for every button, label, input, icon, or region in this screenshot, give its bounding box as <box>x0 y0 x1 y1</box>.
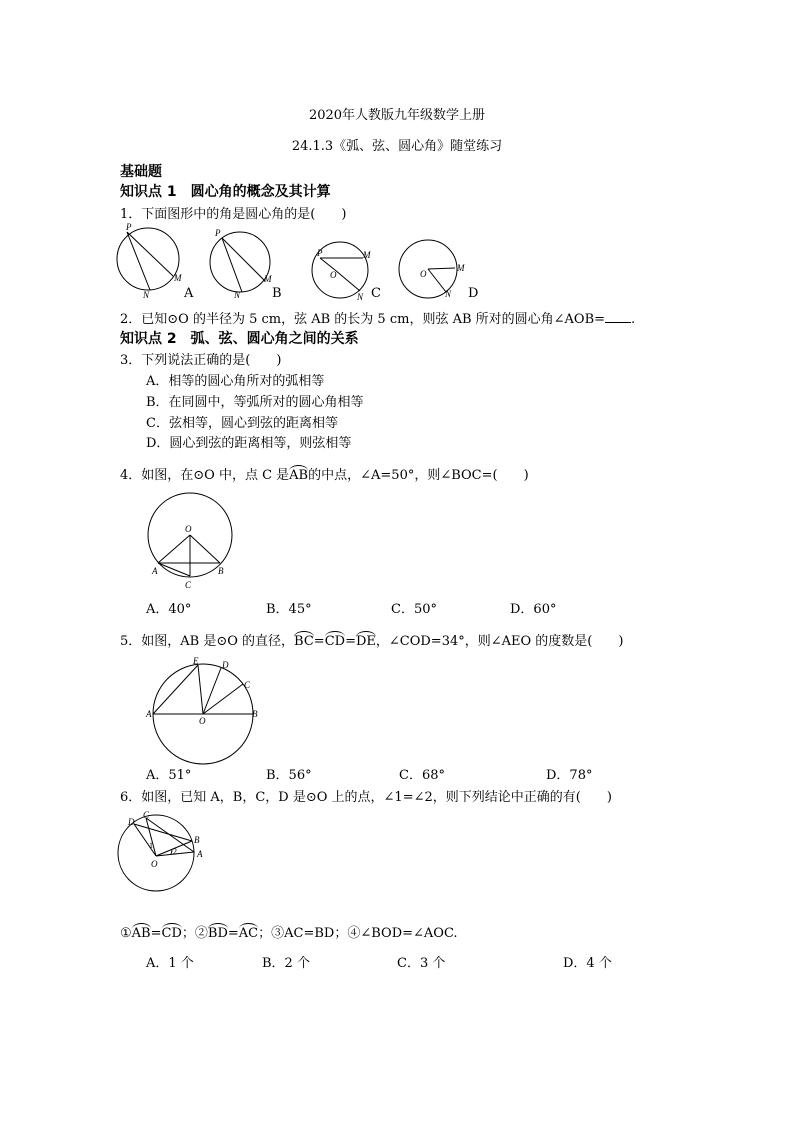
q5-option-a: A．51° <box>146 768 192 783</box>
section-kp1: 知识点 1 圆心角的概念及其计算 <box>120 184 331 200</box>
q1d-label-m: M <box>457 263 465 273</box>
q1b-label-n: N <box>234 290 241 300</box>
q6-label-c: C <box>143 810 150 820</box>
q5-option-b: B．56° <box>266 768 312 783</box>
q6-label-2: 2 <box>173 847 177 856</box>
q1c-label-o: O <box>330 270 337 280</box>
section-kp2: 知识点 2 弧、弦、圆心角之间的关系 <box>120 331 359 347</box>
q2-stem: 2．已知⊙O 的半径为 5 cm，弦 AB 的长为 5 cm，则弦 AB 所对的圆心角∠AOB= . <box>120 312 636 327</box>
q1-label-b: B <box>272 286 282 301</box>
q5-arc-cd: CD <box>324 634 346 649</box>
q5-label-e: E <box>193 656 199 666</box>
q6-option-d: D．4 个 <box>563 956 612 971</box>
q1d-label-n: N <box>445 289 452 299</box>
q6-label-o: O <box>151 859 158 869</box>
q5-label-a: A <box>146 709 152 719</box>
q1-figure-d <box>398 238 478 308</box>
page-subtitle: 24.1.3《弧、弦、圆心角》随堂练习 <box>291 139 503 154</box>
q4-arc-ab: AB <box>289 468 309 483</box>
q6-label-a: A <box>197 849 203 859</box>
q5-label-b: B <box>252 709 258 719</box>
q1-label-a: A <box>184 286 194 301</box>
q4-stem: 4．如图，在⊙O 中，点 C 是AB的中点，∠A=50°，则∠BOC=( ) <box>120 468 529 483</box>
q6-conclusions: ①AB=CD；②BD=AC；③AC=BD；④∠BOD=∠AOC. <box>120 926 458 941</box>
q3-stem: 3．下列说法正确的是( ) <box>120 353 282 368</box>
q5-option-d: D．78° <box>546 768 593 783</box>
q2-answer-blank[interactable] <box>605 312 631 323</box>
q6-arc-bd: BD <box>207 926 228 941</box>
q6-label-1: 1 <box>149 841 153 850</box>
q6-option-c: C．3 个 <box>397 956 446 971</box>
q6-label-d: D <box>128 817 135 827</box>
q1d-label-o: O <box>420 269 427 279</box>
q6-label-b: B <box>194 835 200 845</box>
q1c-label-m: M <box>363 250 371 260</box>
q5-arc-de: DE <box>355 634 376 649</box>
q3-option-c: C．弦相等，圆心到弦的距离相等 <box>146 416 338 431</box>
q5-arc-bc: BC <box>294 634 314 649</box>
q4-option-d: D．60° <box>510 602 557 617</box>
q5-option-c: C．68° <box>399 768 445 783</box>
q5-stem: 5．如图，AB 是⊙O 的直径，BC=CD=DE，∠COD=34°，则∠AEO 的度数是( ) <box>120 634 624 649</box>
q3-option-d: D．圆心到弦的距离相等，则弦相等 <box>146 436 352 451</box>
q1-figure-a <box>115 222 195 302</box>
q1b-label-m: M <box>264 274 272 284</box>
q4-option-c: C．50° <box>391 602 437 617</box>
q1-label-c: C <box>371 286 381 301</box>
q6-option-b: B．2 个 <box>262 956 310 971</box>
q5-figure <box>143 652 268 767</box>
q4-option-b: B．45° <box>266 602 312 617</box>
q4-label-c: C <box>185 580 192 590</box>
q4-figure <box>140 492 250 602</box>
q4-label-a: A <box>152 566 158 576</box>
q1a-label-n: N <box>143 290 150 300</box>
q6-arc-ac: AC <box>238 926 259 941</box>
q5-label-o: O <box>199 716 206 726</box>
q1a-label-p: P <box>126 222 132 232</box>
q6-option-a: A．1 个 <box>146 956 194 971</box>
q4-label-b: B <box>218 566 224 576</box>
q6-stem: 6．如图，已知 A，B，C，D 是⊙O 上的点，∠1=∠2，则下列结论中正确的有( ) <box>120 790 612 805</box>
q1c-label-n: N <box>357 292 364 302</box>
q1-label-d: D <box>468 286 479 301</box>
q5-label-c: C <box>244 680 251 690</box>
page-title: 2020年人教版九年级数学上册 <box>308 108 486 123</box>
q6-arc-ab: AB <box>131 926 151 941</box>
q5-label-d: D <box>222 660 229 670</box>
q3-option-b: B．在同圆中，等弧所对的圆心角相等 <box>146 395 364 410</box>
q1b-label-p: P <box>215 228 221 238</box>
q3-option-a: A．相等的圆心角所对的弧相等 <box>146 374 325 389</box>
q1c-label-p: P <box>317 248 323 258</box>
q6-arc-cd: CD <box>161 926 182 941</box>
q6-figure <box>114 808 224 903</box>
q4-option-a: A．40° <box>146 602 192 617</box>
q1-stem: 1．下面图形中的角是圆心角的是( ) <box>120 207 347 222</box>
q4-label-o: O <box>185 524 192 534</box>
section-basic: 基础题 <box>120 164 162 180</box>
q1a-label-m: M <box>174 273 182 283</box>
